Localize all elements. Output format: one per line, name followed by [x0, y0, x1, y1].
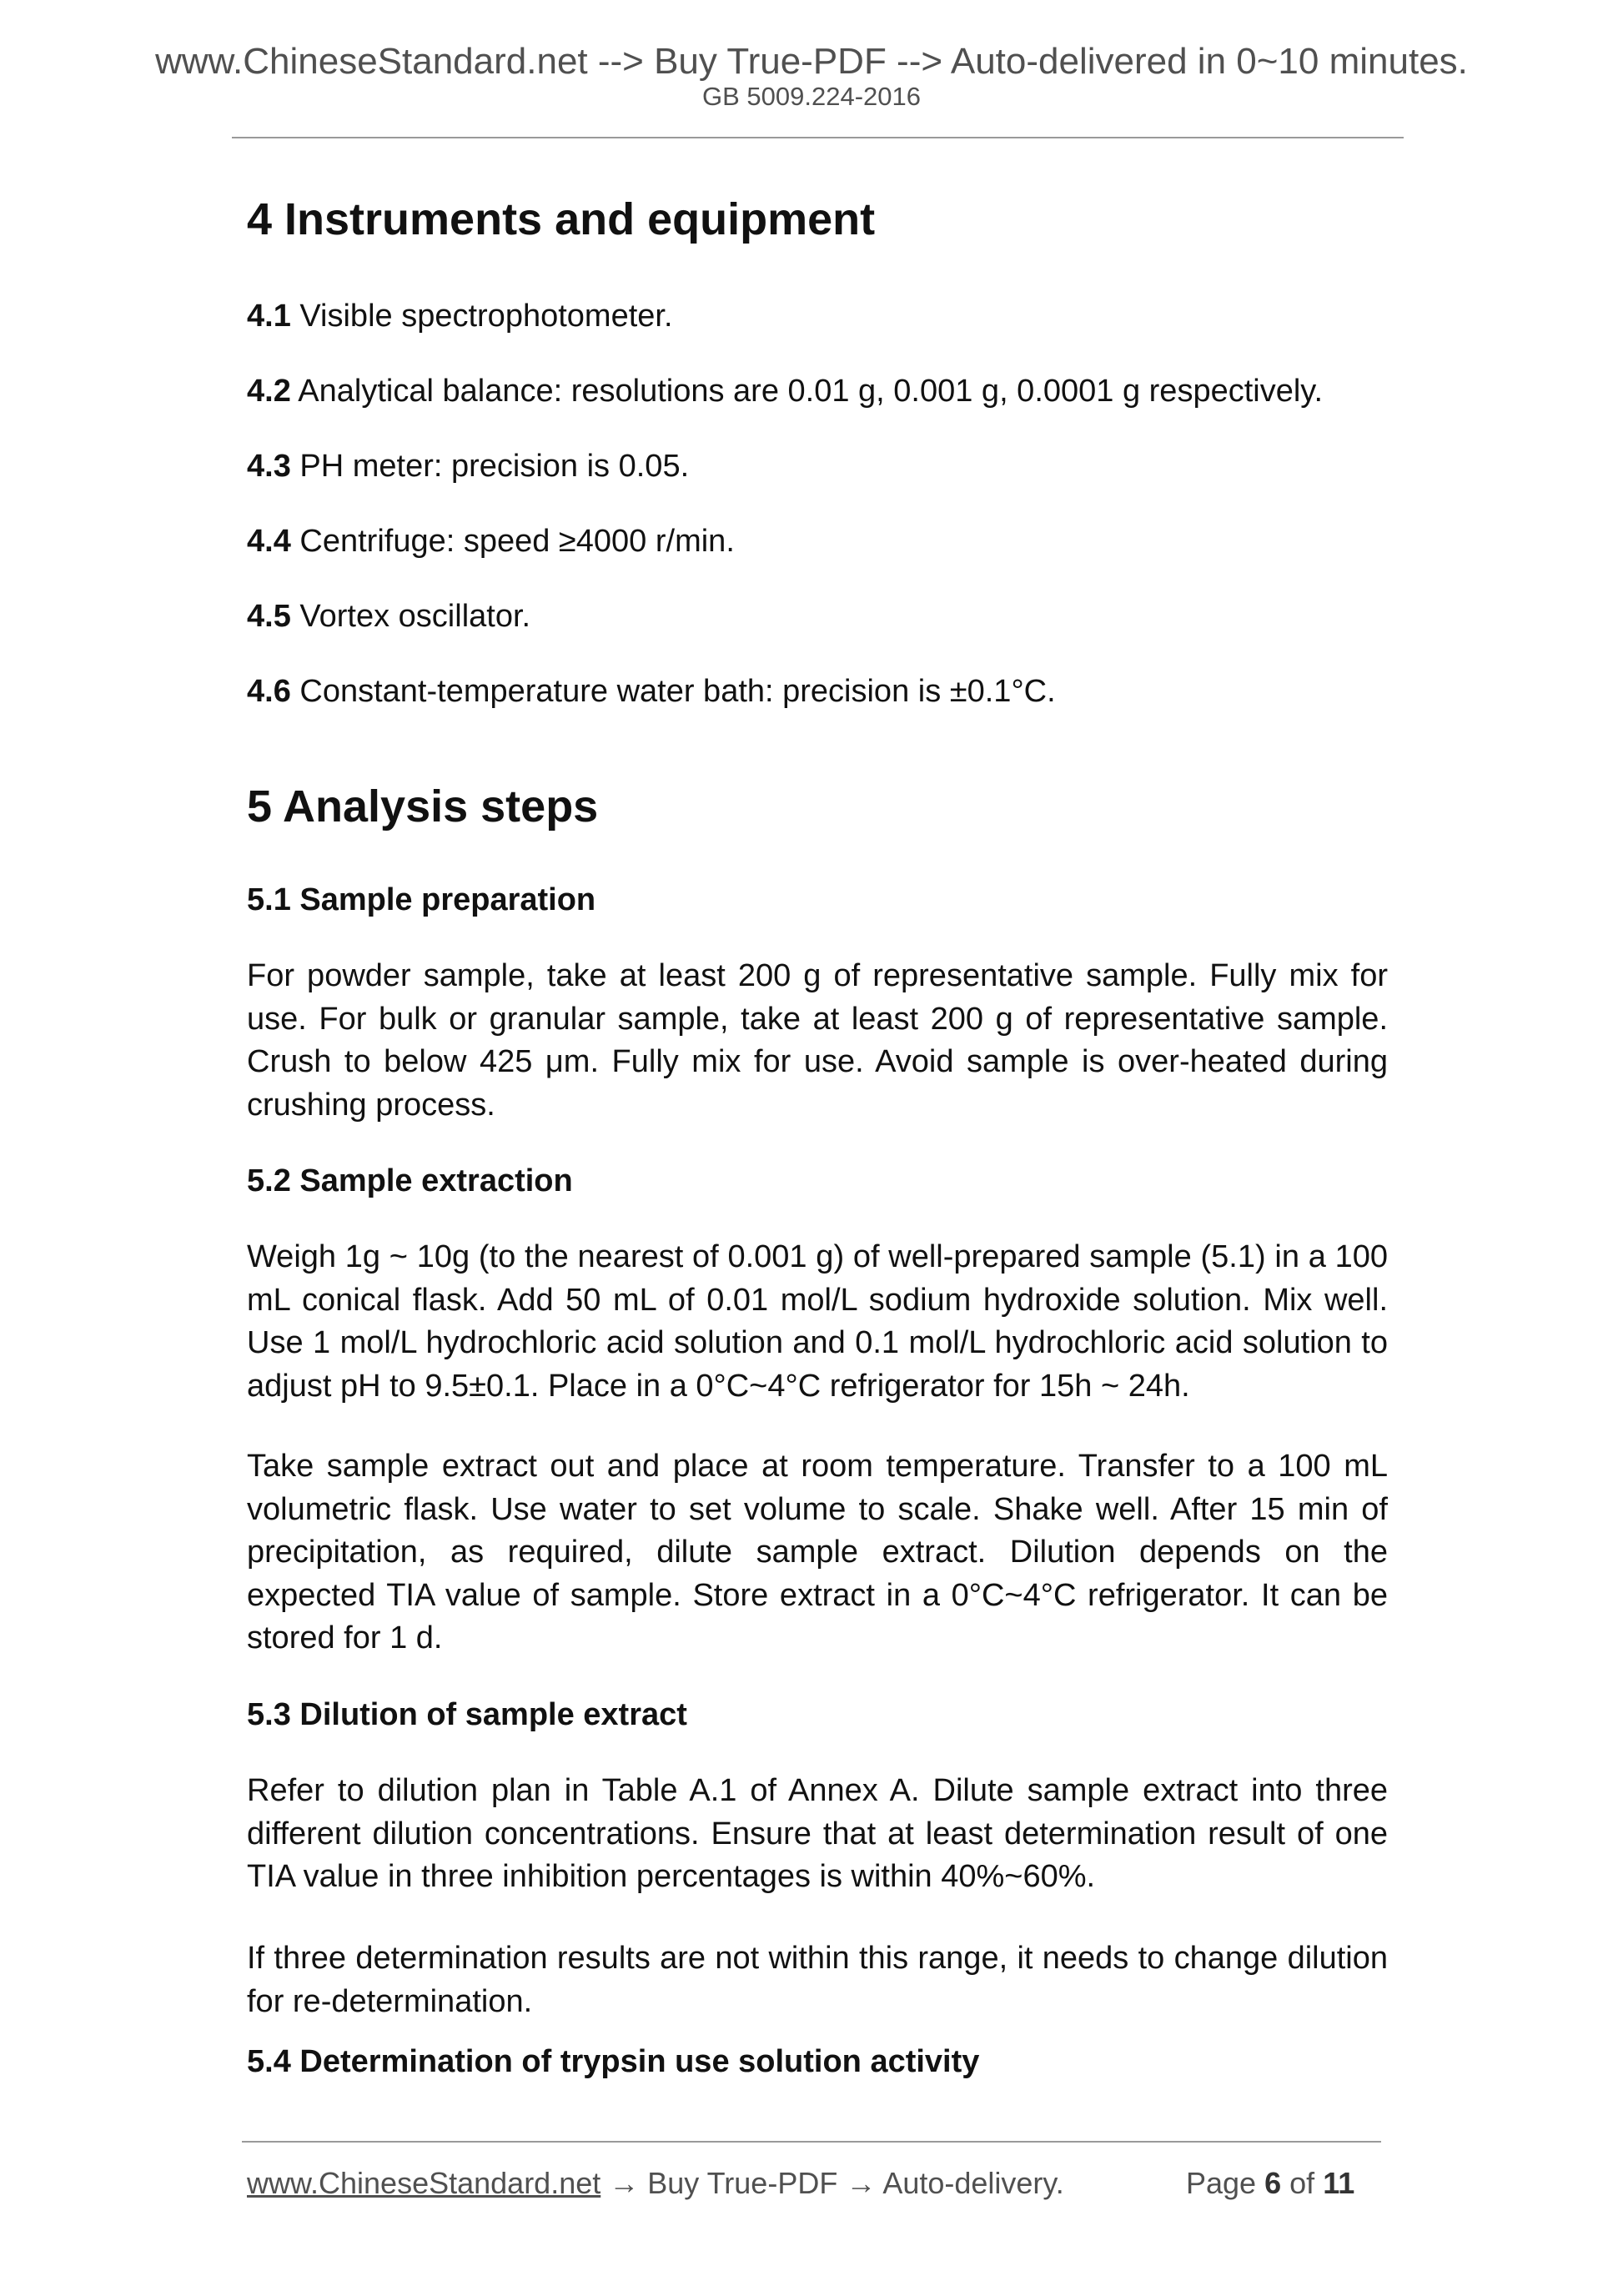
- item-number: 4.1: [247, 299, 291, 334]
- item-text: Analytical balance: resolutions are 0.01 g, 0.001 g, 0.0001 g respectively.: [298, 374, 1324, 409]
- section-5-2-paragraph-2: Take sample extract out and place at room temperature. Transfer to a 100 mL volumetric flask. Use water to set volume to scale. Shake well. After 15 min of precipitation, as required, dilute sample extract. Dilution depends on the expected TIA value of sample. Store extract in a 0°C~4°C refrigerator. It can be stored for 1 d.: [247, 1449, 1388, 1655]
- section-5-1-paragraph: For powder sample, take at least 200 g of representative sample. Fully mix for use. For bulk or granular sample, take at least 200 g of representative sample. Crush to below 425 μm. Fully mix for use. Avoid sample is over-heated during crushing process.: [247, 958, 1388, 1123]
- section-5-4-heading: 5.4 Determination of trypsin use solution activity: [247, 2044, 980, 2079]
- page-total: 11: [1323, 2166, 1355, 2200]
- footer-site-link[interactable]: www.ChineseStandard.net: [247, 2166, 601, 2200]
- item-number: 4.6: [247, 674, 291, 709]
- footer-promo: [247, 2168, 1064, 2198]
- section-4-title: 4 Instruments and equipment: [247, 194, 876, 244]
- item-4-1: [247, 300, 673, 332]
- header-divider: [232, 137, 1404, 138]
- item-4-3: [247, 450, 689, 482]
- item-4-4: [247, 525, 735, 557]
- item-4-5: [247, 600, 530, 632]
- section-5-3-paragraph-2: If three determination results are not within this range, it needs to change dilution for re-determination.: [247, 1941, 1388, 2019]
- site-banner: www.ChineseStandard.net --> Buy True-PDF --> Auto-delivered in 0~10 minutes.: [155, 41, 1468, 82]
- standard-code: GB 5009.224-2016: [702, 82, 921, 111]
- item-text: Constant-temperature water bath: precision is ±0.1°C.: [299, 674, 1056, 709]
- item-text: Vortex oscillator.: [299, 599, 531, 634]
- page-of: of: [1289, 2166, 1315, 2200]
- item-number: 4.4: [247, 524, 291, 559]
- section-5-2-paragraph-1: Weigh 1g ~ 10g (to the nearest of 0.001 g) of well-prepared sample (5.1) in a 100 mL conical flask. Add 50 mL of 0.01 mol/L sodium hydroxide solution. Mix well. Use 1 mol/L hydrochloric acid solution and 0.1 mol/L hydrochloric acid solution to adjust pH to 9.5±0.1. Place in a 0°C~4°C refrigerator for 15h ~ 24h.: [247, 1239, 1388, 1404]
- footer-promo-text: → Buy True-PDF → Auto-delivery.: [600, 2166, 1064, 2200]
- section-5-3-paragraph-1: Refer to dilution plan in Table A.1 of Annex A. Dilute sample extract into three different dilution concentrations. Ensure that at least determination result of one TIA value in three inhibition percentages is within 40%~60%.: [247, 1773, 1388, 1894]
- item-text: Centrifuge: speed ≥4000 r/min.: [299, 524, 735, 559]
- section-5-1-heading: 5.1 Sample preparation: [247, 882, 596, 917]
- item-4-6: [247, 676, 1056, 707]
- section-5-title: 5 Analysis steps: [247, 781, 599, 831]
- item-number: 4.2: [247, 374, 291, 409]
- item-text: PH meter: precision is 0.05.: [299, 449, 690, 484]
- section-5-3-heading: 5.3 Dilution of sample extract: [247, 1697, 687, 1732]
- page-current: 6: [1264, 2166, 1282, 2200]
- page-label: Page: [1186, 2166, 1257, 2200]
- item-text: Visible spectrophotometer.: [299, 299, 673, 334]
- item-number: 4.5: [247, 599, 291, 634]
- item-4-2: [247, 375, 1323, 407]
- footer-divider: [242, 2141, 1381, 2143]
- section-5-2-heading: 5.2 Sample extraction: [247, 1163, 573, 1198]
- item-number: 4.3: [247, 449, 291, 484]
- page-indicator: [1186, 2168, 1354, 2198]
